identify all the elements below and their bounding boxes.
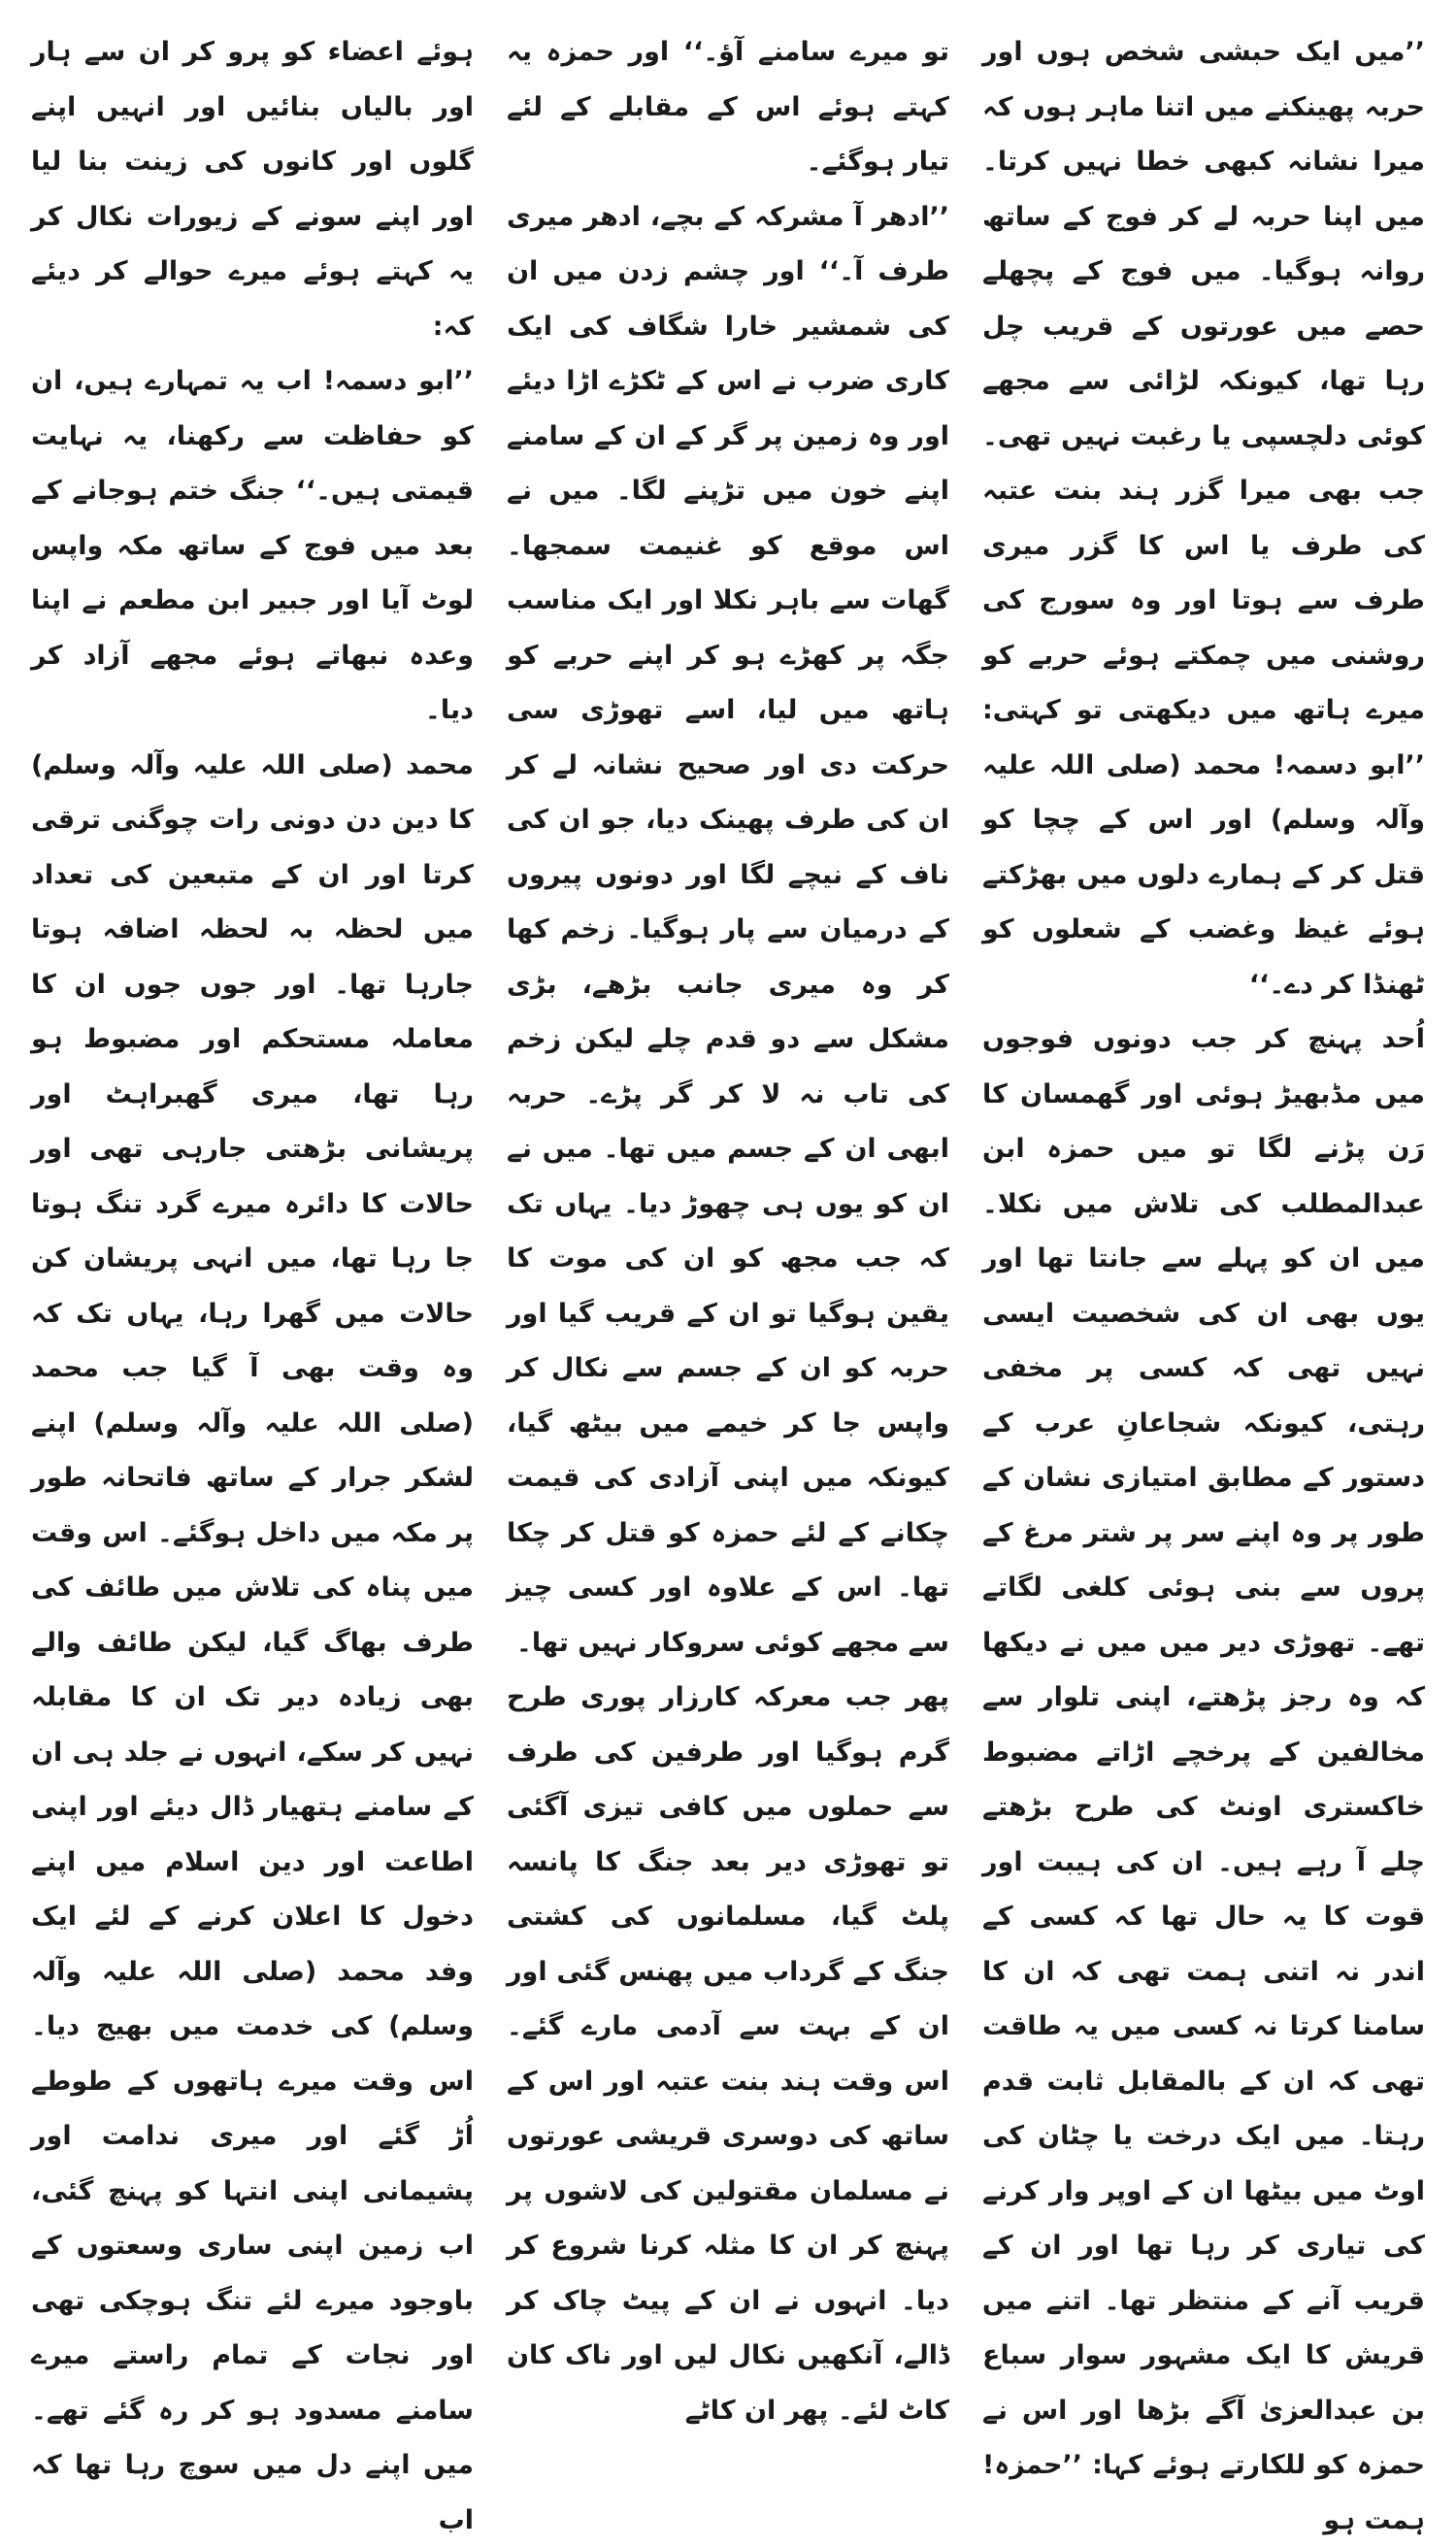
paragraph: اُحد پہنچ کر جب دونوں فوجوں میں مڈبھیڑ ہوئی اور گھمسان کا رَن پڑنے لگا تو میں حمزہ ابن عبدالمطلب کی تلاش میں نکلا۔ میں ان کو پہلے سے جانتا تھا اور یوں بھی ان کی شخصیت ایسی نہیں تھی کہ کسی پر مخفی رہتی، کیونکہ شجاعانِ عرب کے دستور کے مطابق امتیازی نشان کے طور پر وہ اپنے سر پر شتر مرغ کے پروں سے بنی ہوئی کلغی لگاتے تھے۔ تھوڑی دیر میں میں نے دیکھا کہ وہ رجز پڑھتے، اپنی تلوار سے مخالفین کے پرخچے اڑاتے مضبوط خاکستری اونٹ کی طرح بڑھتے چلے آ رہے ہیں۔ ان کی ہیبت اور قوت کا یہ حال تھا کہ کسی کے اندر نہ اتنی ہمت تھی کہ ان کا سامنا کرتا نہ کسی میں یہ طاقت تھی کہ ان کے بالمقابل ثابت قدم رہتا۔ میں ایک درخت یا چٹان کی اوٹ میں بیٹھا ان کے اوپر وار کرنے کی تیاری کر رہا تھا اور ان کے قریب آنے کے منتظر تھا۔ اتنے میں قریش کا ایک مشہور سوار سباع بن عبدالعزیٰ آگے بڑھا اور اس نے حمزہ کو للکارتے ہوئے کہا: ’’حمزہ! ہمت ہو	[982, 1012, 1425, 2548]
paragraph: ’’ابو دسمہ! اب یہ تمہارے ہیں، ان کو حفاظت سے رکھنا، یہ نہایت قیمتی ہیں۔‘‘ جنگ ختم ہوجانے کے بعد میں فوج کے ساتھ مکہ واپس لوٹ آیا اور جبیر ابن مطعم نے اپنا وعدہ نبھاتے ہوئے مجھے آزاد کر دیا۔	[31, 354, 474, 739]
column-right	[982, 25, 1425, 2110]
column-middle	[507, 25, 949, 2110]
paragraph: محمد (صلی اللہ علیہ وآلہ وسلم) کا دین دن دونی رات چوگنی ترقی کرتا اور ان کے متبعین کی تعداد میں لحظہ بہ لحظہ اضافہ ہوتا جارہا تھا۔ اور جوں جوں ان کا معاملہ مستحکم اور مضبوط ہو رہا تھا، میری گھبراہٹ اور پریشانی بڑھتی جارہی تھی اور حالات کا دائرہ میرے گرد تنگ ہوتا جا رہا تھا، میں انہی پریشان کن حالات میں گھرا رہا، یہاں تک کہ وہ وقت بھی آ گیا جب محمد (صلی اللہ علیہ وآلہ وسلم) اپنے لشکر جرار کے ساتھ فاتحانہ طور پر مکہ میں داخل ہوگئے۔ اس وقت میں پناہ کی تلاش میں طائف کی طرف بھاگ گیا، لیکن طائف والے بھی زیادہ دیر تک ان کا مقابلہ نہیں کر سکے، انہوں نے جلد ہی ان کے سامنے ہتھیار ڈال دیئے اور اپنی اطاعت اور دین اسلام میں اپنے دخول کا اعلان کرنے کے لئے ایک وفد محمد (صلی اللہ علیہ وآلہ وسلم) کی خدمت میں بھیج دیا۔ اس وقت میرے ہاتھوں کے طوطے اُڑ گئے اور میری ندامت اور پشیمانی اپنی انتہا کو پہنچ گئی، اب زمین اپنی ساری وسعتوں کے باوجود میرے لئے تنگ ہوچکی تھی اور نجات کے تمام راستے میرے سامنے مسدود ہو کر رہ گئے تھے۔ میں اپنے دل میں سوچ رہا تھا کہ اب	[31, 739, 474, 2548]
paragraph: ’’ادھر آ مشرکہ کے بچے، ادھر میری طرف آ۔‘‘ اور چشم زدن میں ان کی شمشیر خارا شگاف کی ایک کاری ضرب نے اس کے ٹکڑے اڑا دیئے اور وہ زمین پر گر کے ان کے سامنے اپنے خون میں تڑپنے لگا۔ میں نے اس موقع کو غنیمت سمجھا۔ گھات سے باہر نکلا اور ایک مناسب جگہ پر کھڑے ہو کر اپنے حربے کو ہاتھ میں لیا، اسے تھوڑی سی حرکت دی اور صحیح نشانہ لے کر ان کی طرف پھینک دیا، جو ان کی ناف کے نیچے لگا اور دونوں پیروں کے درمیان سے پار ہوگیا۔ زخم کھا کر وہ میری جانب بڑھے، بڑی مشکل سے دو قدم چلے لیکن زخم کی تاب نہ لا کر گر پڑے۔ حربہ ابھی ان کے جسم میں تھا۔ میں نے ان کو یوں ہی چھوڑ دیا۔ یہاں تک کہ جب مجھ کو ان کی موت کا یقین ہوگیا تو ان کے قریب گیا اور حربہ کو ان کے جسم سے نکال کر واپس جا کر خیمے میں بیٹھ گیا، کیونکہ میں اپنی آزادی کی قیمت چکانے کے لئے حمزہ کو قتل کر چکا تھا۔ اس کے علاوہ اور کسی چیز سے مجھے کوئی سروکار نہیں تھا۔	[507, 190, 949, 1671]
paragraph: ’’میں ایک حبشی شخص ہوں اور حربہ پھینکنے میں اتنا ماہر ہوں کہ میرا نشانہ کبھی خطا نہیں کرتا۔ میں اپنا حربہ لے کر فوج کے ساتھ روانہ ہوگیا۔ میں فوج کے پچھلے حصے میں عورتوں کے قریب چل رہا تھا، کیونکہ لڑائی سے مجھے کوئی دلچسپی یا رغبت نہیں تھی۔ جب بھی میرا گزر ہند بنت عتبہ کی طرف یا اس کا گزر میری طرف سے ہوتا اور وہ سورج کی روشنی میں چمکتے ہوئے حربے کو میرے ہاتھ میں دیکھتی تو کہتی: ’’ابو دسمہ! محمد (صلی اللہ علیہ وآلہ وسلم) اور اس کے چچا کو قتل کر کے ہمارے دلوں میں بھڑکتے ہوئے غیظ وغضب کے شعلوں کو ٹھنڈا کر دے۔‘‘	[982, 25, 1425, 1012]
paragraph: ہوئے اعضاء کو پرو کر ان سے ہار اور بالیاں بنائیں اور انہیں اپنے گلوں اور کانوں کی زینت بنا لیا اور اپنے سونے کے زیورات نکال کر یہ کہتے ہوئے میرے حوالے کر دیئے کہ:	[31, 25, 474, 354]
column-left	[31, 25, 474, 2110]
paragraph: تو میرے سامنے آؤ۔‘‘ اور حمزہ یہ کہتے ہوئے اس کے مقابلے کے لئے تیار ہوگئے۔	[507, 25, 949, 190]
paragraph: پھر جب معرکہ کارزار پوری طرح گرم ہوگیا اور طرفین کی طرف سے حملوں میں کافی تیزی آگئی تو تھوڑی دیر بعد جنگ کا پانسہ پلٹ گیا، مسلمانوں کی کشتی جنگ کے گرداب میں پھنس گئی اور ان کے بہت سے آدمی مارے گئے۔ اس وقت ہند بنت عتبہ اور اس کے ساتھ کی دوسری قریشی عورتوں نے مسلمان مقتولین کی لاشوں پر پہنچ کر ان کا مثلہ کرنا شروع کر دیا۔ انہوں نے ان کے پیٹ چاک کر ڈالے، آنکھیں نکال لیں اور ناک کان کاٹ لئے۔ پھر ان کاٹے	[507, 1671, 949, 2438]
